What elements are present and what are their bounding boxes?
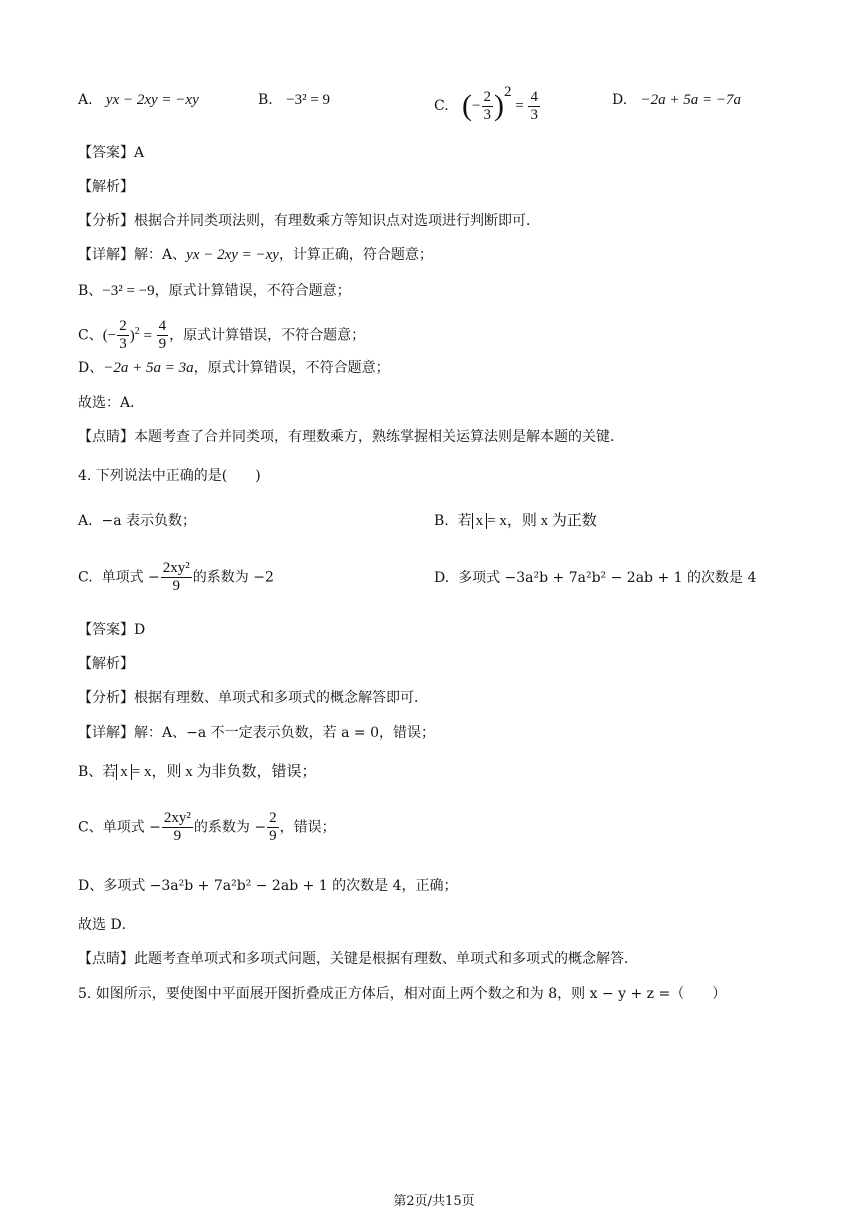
option-label: A. xyxy=(78,92,93,108)
q4-answer: 【答案】D xyxy=(78,622,146,638)
q4-line-d: D、多项式 −3a²b + 7a²b² − 2ab + 1 的次数是 4，正确； xyxy=(78,878,458,894)
denominator: 9 xyxy=(269,828,277,844)
option-label: C. xyxy=(434,98,449,114)
q3-answer: 【答案】A xyxy=(78,145,145,161)
q4-dianjing: 【点睛】此题考查单项式和多项式问题，关键是根据有理数、单项式和多项式的概念解答． xyxy=(78,951,638,967)
fraction xyxy=(157,318,169,353)
q3-line-c: C、(− $\frac{2}{3}$ )$^2$ = $\frac{4}{9}$ ，原式计算错误，不符合题意； xyxy=(78,318,366,352)
abs-value: x xyxy=(472,513,488,529)
q4-option-d xyxy=(434,568,756,588)
q3-fenxi: 【分析】根据合并同类项法则，有理数乘方等知识点对选项进行判断即可． xyxy=(78,213,540,229)
text: = x，则 x 为正数 xyxy=(487,513,597,529)
q3-dianjing: 【点睛】本题考查了合并同类项，有理数乘方，熟练掌握相关运算法则是解本题的关键． xyxy=(78,429,624,445)
text: C、单项式 − xyxy=(78,819,161,836)
expr: −2a + 5a = 3a xyxy=(103,360,194,376)
q4-option-a xyxy=(78,511,196,531)
text: 【详解】解：A、 xyxy=(78,247,187,263)
text: 若 xyxy=(457,513,472,529)
fraction xyxy=(528,89,540,124)
option-expr: −3² = 9 xyxy=(286,92,331,108)
q4-conclusion: 故选 D． xyxy=(78,917,136,933)
numerator: 2xy² xyxy=(162,560,190,576)
q3-option-b xyxy=(258,90,330,110)
text: B、若 xyxy=(78,764,117,780)
text: 单项式 − xyxy=(101,569,160,586)
option-label: B. xyxy=(258,92,273,108)
q3-option-a xyxy=(78,90,199,110)
option-text: 多项式 −3a²b + 7a²b² − 2ab + 1 的次数是 4 xyxy=(458,570,757,586)
fraction xyxy=(267,810,279,845)
fraction xyxy=(162,810,193,845)
abs-value: x xyxy=(116,764,132,780)
q3-line-b xyxy=(78,281,351,301)
text: D、 xyxy=(78,360,104,376)
numerator: 2xy² xyxy=(163,810,191,826)
numerator: 2 xyxy=(119,318,127,334)
option-expr: −2a + 5a = −7a xyxy=(640,92,742,108)
text: ，错误； xyxy=(279,819,336,836)
q3-option-d xyxy=(612,90,741,110)
denominator: 3 xyxy=(483,106,491,123)
text: ，原式计算错误，不符合题意； xyxy=(193,360,390,376)
denominator: 3 xyxy=(119,336,127,352)
q4-fenxi: 【分析】根据有理数、单项式和多项式的概念解答即可． xyxy=(78,690,428,706)
q3-xiangjie xyxy=(78,245,433,265)
denominator: 9 xyxy=(172,578,181,594)
q3-conclusion: 故选：A． xyxy=(78,395,145,411)
q3-line-d xyxy=(78,358,390,378)
text: 的系数为 −2 xyxy=(192,569,274,586)
denominator: 3 xyxy=(530,106,538,123)
option-label: D. xyxy=(434,570,450,586)
option-expr: yx − 2xy = −xy xyxy=(105,92,199,108)
denominator: 9 xyxy=(158,336,167,352)
option-label: B. xyxy=(434,513,449,529)
text: ，原式计算错误，不符合题意； xyxy=(154,283,351,299)
fraction xyxy=(161,560,192,595)
text: 的系数为 − xyxy=(193,819,267,836)
text: = x，则 x 为非负数，错误； xyxy=(131,764,317,780)
option-label: D. xyxy=(612,92,628,108)
expr: −3² = −9 xyxy=(102,283,155,299)
fraction xyxy=(117,318,129,353)
text: C、 xyxy=(78,327,103,344)
numerator: 2 xyxy=(269,810,277,826)
q4-line-b xyxy=(78,762,317,782)
text: B、 xyxy=(78,283,103,299)
numerator: 4 xyxy=(158,318,167,334)
q3-option-c: C. (− $\frac{2}{3}$ )$^2$ = $\frac{4}{3}$ xyxy=(434,84,538,123)
fraction xyxy=(482,89,494,124)
q4-line-c xyxy=(78,810,336,845)
page-number: 第2页/共15页 xyxy=(393,1194,475,1209)
q4-stem: 4. 下列说法中正确的是( ) xyxy=(78,468,261,484)
option-label: A. xyxy=(78,513,93,529)
text: ，原式计算错误，不符合题意； xyxy=(169,327,366,344)
option-label: C. xyxy=(78,569,93,586)
expr: yx − 2xy = −xy xyxy=(186,247,279,263)
q4-option-b xyxy=(434,511,597,531)
numerator: 4 xyxy=(530,88,538,105)
option-text: −a 表示负数； xyxy=(101,513,196,529)
q3-analysis-heading: 【解析】 xyxy=(78,179,134,195)
q4-option-c xyxy=(78,560,274,595)
q5-stem: 5. 如图所示，要使图中平面展开图折叠成正方体后，相对面上两个数之和为 8，则 x − y + z =（ ） xyxy=(78,986,727,1002)
q4-analysis-heading: 【解析】 xyxy=(78,656,134,672)
q4-xiangjie: 【详解】解：A、−a 不一定表示负数，若 a = 0，错误； xyxy=(78,725,435,741)
text: ，计算正确，符合题意； xyxy=(278,247,433,263)
denominator: 9 xyxy=(173,828,182,844)
numerator: 2 xyxy=(483,88,491,105)
